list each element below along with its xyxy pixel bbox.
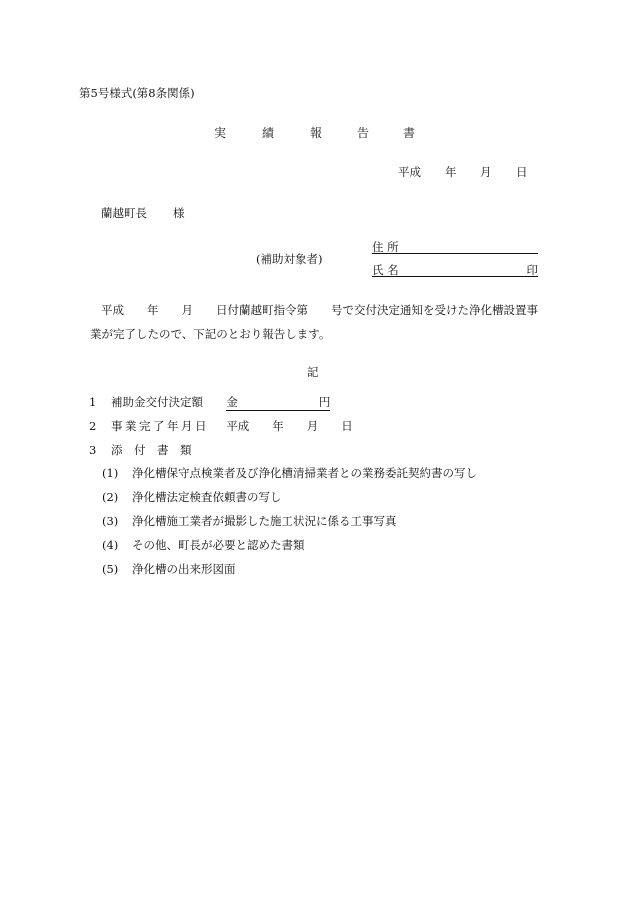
attachment-number: (2) <box>102 490 119 504</box>
attachment-text: その他、町長が必要と認めた書類 <box>132 538 305 552</box>
attachment-item <box>102 537 305 553</box>
amount-prefix: 金 <box>226 395 238 409</box>
attachment-number: (4) <box>102 538 119 552</box>
name-label: 氏 名 <box>372 263 399 277</box>
form-label: 第5号様式(第8条関係) <box>79 86 195 100</box>
title-char-1: 実 <box>214 126 227 140</box>
completion-date: 平成 年 月 日 <box>226 419 353 433</box>
seal-mark: 印 <box>526 263 538 277</box>
addressee-honorific: 様 <box>173 206 185 220</box>
title-char-4: 告 <box>357 126 370 140</box>
date-year: 年 <box>445 165 457 179</box>
attachment-item <box>102 465 477 481</box>
body-line-1: 平成 年 月 日付蘭越町指令第 号で交付決定通知を受けた浄化槽設置事 <box>101 303 538 317</box>
item-3-label: 添 付 書 類 <box>111 443 192 457</box>
subsidy-amount-field <box>226 394 330 411</box>
title-char-3: 報 <box>310 126 323 140</box>
addressee-name: 蘭越町長 <box>101 206 147 220</box>
address-label: 住 所 <box>372 240 399 254</box>
title-char-5: 書 <box>403 126 416 140</box>
attachment-text: 浄化槽法定検査依頼書の写し <box>132 490 282 504</box>
attachment-text: 浄化槽施工業者が撮影した施工状況に係る工事写真 <box>132 514 397 528</box>
attachment-item <box>102 513 397 529</box>
attachment-item <box>102 561 236 577</box>
attachment-number: (3) <box>102 514 119 528</box>
item-1-number: 1 <box>89 395 97 409</box>
item-1-label: 補助金交付決定額 <box>111 395 203 409</box>
item-2 <box>89 418 353 434</box>
item-3 <box>89 442 192 458</box>
item-2-number: 2 <box>89 419 97 433</box>
date-month: 月 <box>480 165 492 179</box>
body-line-2: 業が完了したので、下記のとおり報告します。 <box>90 327 331 341</box>
title-char-2: 績 <box>262 126 275 140</box>
date-day: 日 <box>516 165 528 179</box>
item-2-label: 事業完了年月日 <box>111 419 209 433</box>
attachment-number: (1) <box>102 466 119 480</box>
date-era: 平成 <box>398 165 421 179</box>
amount-suffix: 円 <box>318 395 331 409</box>
item-1 <box>89 394 330 411</box>
ki-heading: 記 <box>307 365 319 379</box>
attachment-number: (5) <box>102 562 119 576</box>
item-3-number: 3 <box>89 443 97 457</box>
attachment-text: 浄化槽の出来形図面 <box>132 562 236 576</box>
address-field <box>372 239 538 254</box>
name-field <box>372 262 538 277</box>
applicant-label: (補助対象者) <box>256 252 323 266</box>
attachment-item <box>102 489 282 505</box>
attachment-text: 浄化槽保守点検業者及び浄化槽清掃業者との業務委託契約書の写し <box>132 466 477 480</box>
